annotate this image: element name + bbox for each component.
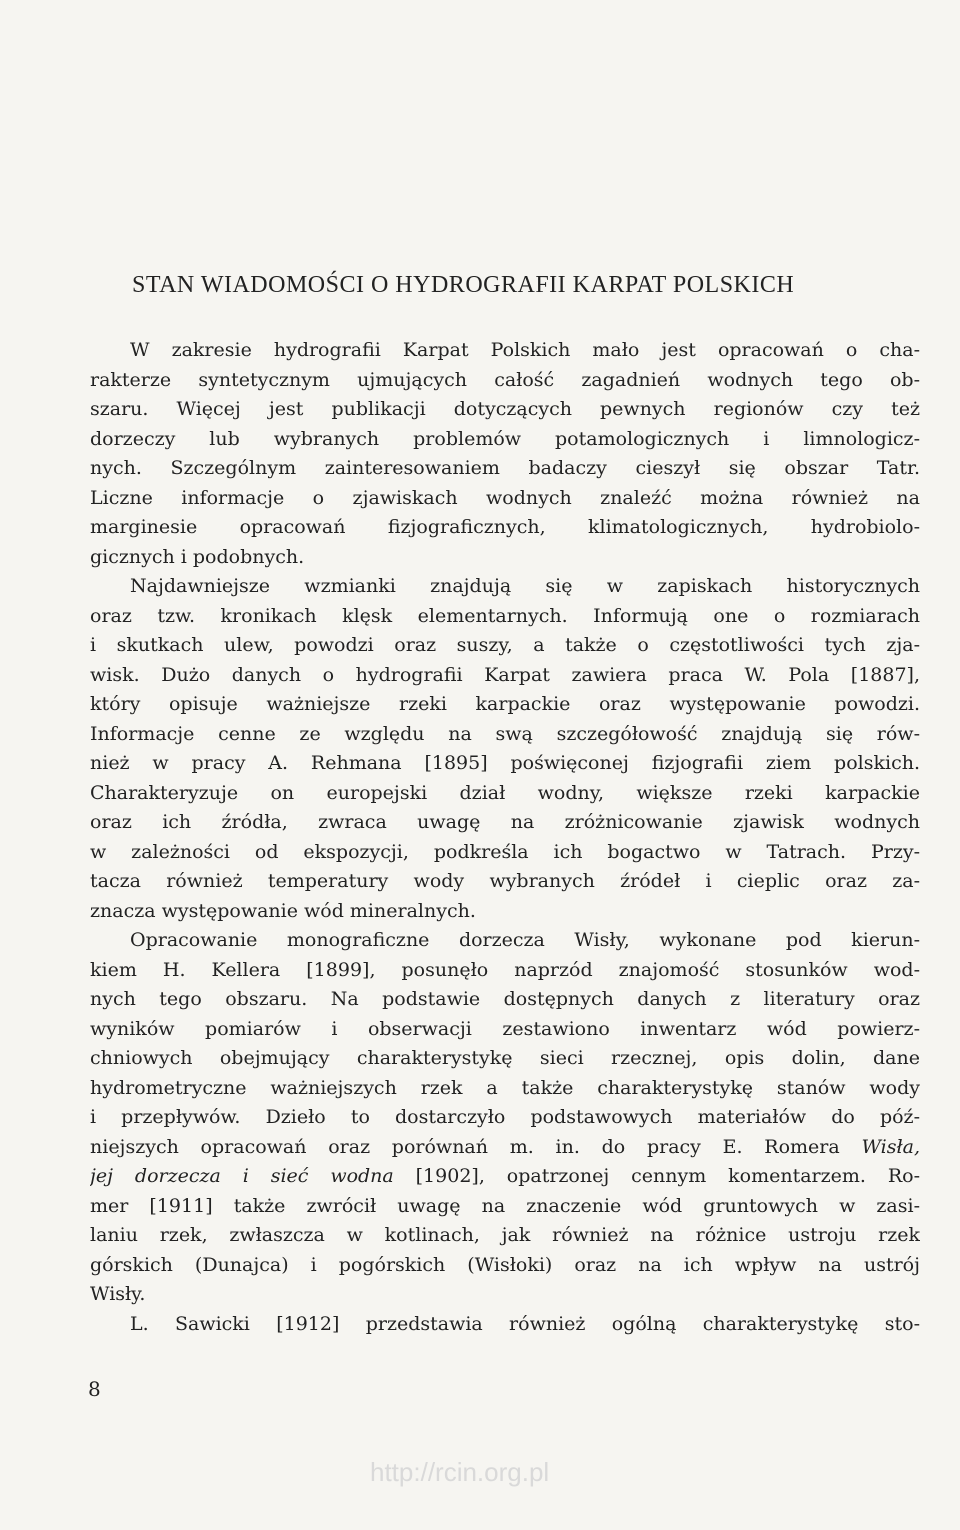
text-line <box>90 1162 920 1192</box>
line-text: oraz tzw. kronikach klęsk elementarnych. Informują one o rozmiarach <box>90 604 920 627</box>
line-text: nież w pracy A. Rehmana [1895] poświęconej fizjografii ziem polskich. <box>90 752 920 774</box>
line-text: L. Sawicki [1912] przedstawia również ogólną charakterystykę sto- <box>130 1312 920 1335</box>
text-line <box>90 454 920 484</box>
line-text: i przepływów. Dzieło to dostarczyło podstawowych materiałów do póź- <box>90 1106 920 1128</box>
line-text: i skutkach ulew, powodzi oraz suszy, a także o częstotliwości tych zja- <box>90 634 920 656</box>
watermark: http://rcin.org.pl <box>370 1457 550 1487</box>
italic-title: Wisła, <box>861 1135 920 1158</box>
body-text <box>90 336 920 1339</box>
text-line <box>90 572 920 602</box>
line-text: kiem H. Kellera [1899], posunęło naprzód znajomość stosunków wod- <box>90 958 920 981</box>
text-line <box>90 867 920 897</box>
text-line <box>90 956 920 986</box>
chapter-heading: STAN WIADOMOŚCI O HYDROGRAFII KARPAT POLSKICH <box>132 272 795 298</box>
line-text: Liczne informacje o zjawiskach wodnych znaleźć można również na <box>90 486 920 509</box>
line-text: gicznych i podobnych. <box>90 545 305 568</box>
line-text: Charakteryzuje on europejski dział wodny, większe rzeki karpackie <box>90 781 920 804</box>
text-line <box>90 1044 920 1074</box>
line-text: nych. Szczególnym zainteresowaniem badaczy cieszył się obszar Tatr. <box>90 457 920 479</box>
text-line <box>90 1221 920 1251</box>
line-text: rakterze syntetycznym ujmujących całość zagadnień wodnych tego ob- <box>90 368 920 391</box>
line-text: W zakresie hydrografii Karpat Polskich mało jest opracowań o cha- <box>130 339 920 361</box>
line-text: który opisuje ważniejsze rzeki karpackie oraz występowanie powodzi. <box>90 693 920 715</box>
line-text: mer [1911] także zwrócił uwagę na znaczenie wód gruntowych w zasi- <box>90 1194 920 1217</box>
line-text: Najdawniejsze wzmianki znajdują się w zapiskach historycznych <box>130 575 920 597</box>
text-line <box>90 1310 920 1340</box>
line-text: Wisły. <box>90 1283 146 1305</box>
line-text: Informacje cenne ze względu na swą szczegółowość znajdują się rów- <box>90 722 920 745</box>
line-text: w zależności od ekspozycji, podkreśla ich bogactwo w Tatrach. Przy- <box>90 840 920 863</box>
text-line <box>90 484 920 514</box>
text-line <box>90 749 920 779</box>
text-line <box>90 808 920 838</box>
text-line <box>90 690 920 720</box>
text-line <box>90 1251 920 1281</box>
text-line <box>90 897 920 927</box>
text-line <box>90 543 920 573</box>
line-text: niejszych opracowań oraz porównań m. in. do pracy E. Romera <box>90 1135 862 1158</box>
text-line <box>90 1280 920 1310</box>
text-line <box>90 1015 920 1045</box>
line-text: dorzeczy lub wybranych problemów potamologicznych i limnologicz- <box>90 427 920 450</box>
text-line <box>90 926 920 956</box>
line-text: znacza występowanie wód mineralnych. <box>90 899 476 922</box>
text-line <box>90 513 920 543</box>
text-line <box>90 425 920 455</box>
text-line <box>90 1103 920 1133</box>
line-text-after: [1902], opatrzonej cennym komentarzem. Ro- <box>393 1165 920 1187</box>
line-text: górskich (Dunajca) i pogórskich (Wisłoki) oraz na ich wpływ na ustrój <box>90 1253 920 1276</box>
page-number: 8 <box>88 1377 101 1401</box>
text-line <box>90 336 920 366</box>
text-line <box>90 366 920 396</box>
line-text: tacza również temperatury wody wybranych źródeł i cieplic oraz za- <box>90 870 920 892</box>
text-line <box>90 1074 920 1104</box>
line-text: hydrometryczne ważniejszych rzek a także charakterystykę stanów wody <box>90 1076 920 1099</box>
line-text: laniu rzek, zwłaszcza w kotlinach, jak również na różnice ustroju rzek <box>90 1224 920 1246</box>
text-line <box>90 779 920 809</box>
text-line <box>90 1192 920 1222</box>
text-line <box>90 1133 920 1163</box>
text-line <box>90 661 920 691</box>
line-text: oraz ich źródła, zwraca uwagę na zróżnicowanie zjawisk wodnych <box>90 811 920 833</box>
line-text: chniowych obejmujący charakterystykę sieci rzecznej, opis dolin, dane <box>90 1047 920 1069</box>
line-text: wisk. Dużo danych o hydrografii Karpat zawiera praca W. Pola [1887], <box>90 663 920 686</box>
line-text: marginesie opracowań fizjograficznych, klimatologicznych, hydrobiolo- <box>90 516 920 538</box>
text-line <box>90 395 920 425</box>
italic-title: jej dorzecza i sieć wodna <box>90 1165 394 1187</box>
text-line <box>90 720 920 750</box>
line-text: szaru. Więcej jest publikacji dotyczących pewnych regionów czy też <box>90 398 920 420</box>
line-text: nych tego obszaru. Na podstawie dostępnych danych z literatury oraz <box>90 988 920 1010</box>
text-line <box>90 985 920 1015</box>
text-line <box>90 602 920 632</box>
text-line <box>90 631 920 661</box>
text-line <box>90 838 920 868</box>
line-text: wyników pomiarów i obserwacji zestawiono inwentarz wód powierz- <box>90 1017 920 1040</box>
line-text: Opracowanie monograficzne dorzecza Wisły, wykonane pod kierun- <box>130 929 920 951</box>
